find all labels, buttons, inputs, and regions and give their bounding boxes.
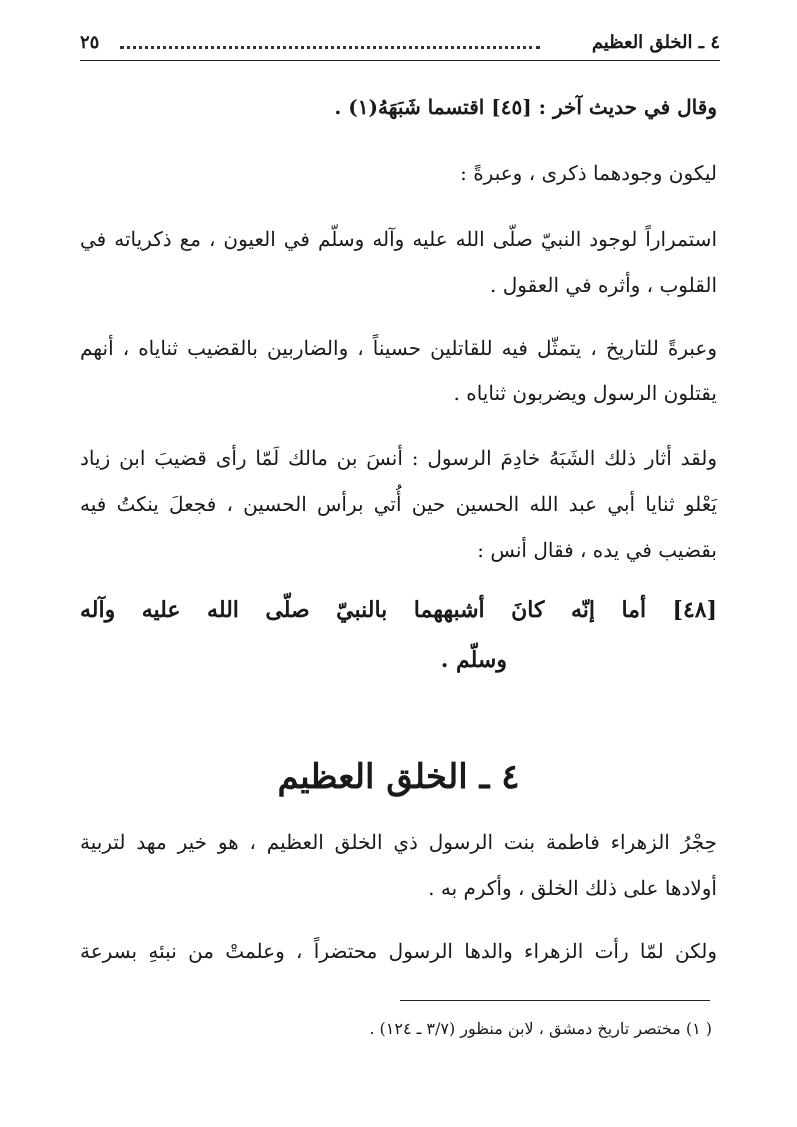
text-line-1: وقال في حديث آخر : [٤٥] اقتسما شَبَهَهُ(١) . — [334, 95, 717, 119]
text-line-10: [٤٨] أما إنّه كانَ أشبههما بالنبيّ صلّى الله عليه وآله — [80, 597, 717, 623]
footnote: ( ١) مختصر تاريخ دمشق ، لابن منظور (٣/٧ ـ ١٢٤) . — [369, 1019, 712, 1038]
text-line-11: وسلّم . — [440, 647, 507, 673]
footnote-separator — [400, 1000, 710, 1001]
text-line-7: ولقد أثار ذلك الشَبَهُ خادِمَ الرسول : أنسَ بن مالك لَمّا رأى قضيبَ ابن زياد — [80, 446, 717, 470]
text-line-8: يَعْلو ثنايا أبي عبد الله الحسين حين أُتي برأس الحسين ، فجعلَ ينكتُ فيه — [80, 492, 717, 516]
text-line-5: وعبرةً للتاريخ ، يتمثّل فيه للقاتلين حسيناً ، والضاربين بالقضيب ثناياه ، أنهم — [80, 336, 717, 360]
section-heading: ٤ ـ الخلق العظيم — [277, 757, 520, 797]
text-line-9: بقضيب في يده ، فقال أنس : — [477, 538, 717, 562]
text-line-13: أولادها على ذلك الخلق ، وأكرم به . — [428, 876, 717, 900]
page-number: ٢٥ — [80, 32, 100, 53]
running-header-title: ٤ ـ الخلق العظيم — [591, 32, 720, 53]
text-line-6: يقتلون الرسول ويضربون ثناياه . — [453, 381, 717, 405]
header-dot-leader — [120, 46, 540, 49]
text-line-12: حِجْرُ الزهراء فاطمة بنت الرسول ذي الخلق العظيم ، هو خير مهد لتربية — [80, 830, 717, 854]
text-line-3: استمراراً لوجود النبيّ صلّى الله عليه وآله وسلّم في العيون ، مع ذكرياته في — [80, 227, 717, 251]
text-line-14: ولكن لمّا رأت الزهراء والدها الرسول محتضراً ، وعلمتْ من نبئهِ بسرعة — [80, 939, 717, 963]
text-line-2: ليكون وجودهما ذكرى ، وعبرةً : — [460, 161, 717, 185]
running-header — [80, 30, 720, 61]
text-line-4: القلوب ، وأثره في العقول . — [490, 273, 717, 297]
